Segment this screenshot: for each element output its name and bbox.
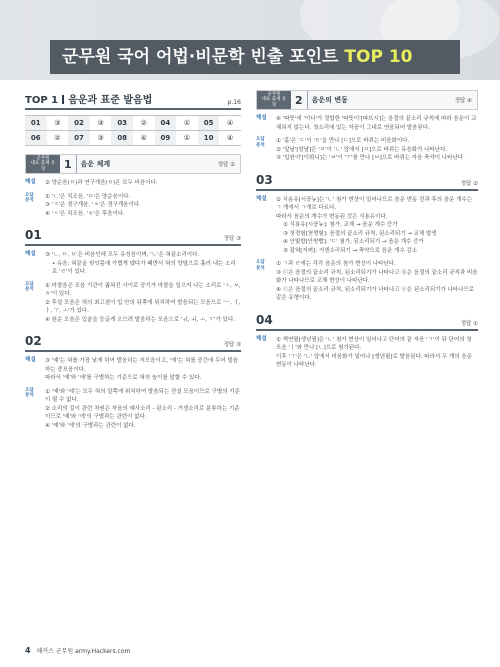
option-line: ① '예'와 '에'는 모두 혀의 앞쪽에 위치하여 발음되는 전설 모음이므로 구별의 기준이 될 수 없다. — [45, 388, 240, 403]
option-line: ① ㄱ과 ㄹ에는 각각 음운의 첨가 현상이 나타난다. — [276, 261, 396, 267]
option-line: ① 'ㄴ'은 치조음, 'ㅁ'은 양순음이다. — [45, 193, 131, 200]
explanation-line: ① 색연필[생년필]은 'ㄴ' 첨가 현상이 일어나고 단어의 끝 자음 'ㄱ'이 뒤 단어의 첫 모음 'ㅣ'와 만나 [ㄴ]으로 첨가된다. — [276, 336, 472, 351]
question-number: 01 — [25, 228, 42, 242]
explanation-block — [25, 179, 241, 188]
explanation-line: ④ 안빛밥[안빋빱]: 'ㄷ' 첨가, 된소리되기 → 음운 개수 증가 — [283, 239, 424, 245]
question-heading — [25, 228, 241, 246]
explanation-line: ② 식용유[시굥뉴]는 'ㄴ' 첨가 현상이 일어나므로 음운 변동 전과 후의 음운 개수는 ㄱ 개에서 ㄱ개로 다르다. — [276, 196, 473, 211]
wrong-analysis-block — [25, 388, 241, 431]
wrong-tag: 오답 분석 — [256, 137, 265, 148]
type-answer: 정답 ④ — [454, 98, 472, 104]
option-line: ④ 'ㅅ'은 치조음, 'ㅎ'은 후음이다. — [45, 210, 125, 217]
type-name: 음운의 변동 — [311, 96, 348, 104]
question-number: 03 — [256, 172, 273, 187]
header-banner — [0, 0, 500, 80]
answer-number: 03 — [111, 116, 133, 131]
question-answer: 정답 ② — [460, 180, 478, 187]
type-tag — [257, 91, 291, 109]
top1-topic: 음운과 표준 발음법 — [68, 95, 153, 106]
wrong-tag: 오답 분석 — [25, 387, 34, 398]
type-name: 음운 체계 — [80, 160, 111, 168]
type-number: 2 — [291, 91, 308, 109]
type1-box — [25, 154, 241, 174]
question-heading — [256, 173, 478, 191]
option-line: ① '홑'은 'ㄷ'이 'ㅌ'을 만나 [ㄷ]으로 바뀌는 비음화이다. — [276, 138, 410, 144]
question-answer: 정답 ③ — [223, 342, 241, 348]
answer-number: 05 — [198, 116, 220, 131]
answer-grid — [25, 115, 241, 146]
page-footer — [25, 646, 130, 655]
page-title — [50, 40, 460, 74]
explanation-line: ③ 'ㄴ, ㅁ, ㅇ'은 비음인데 모두 유성음이며, 'ㄴ'은 혀끝소리이다. — [45, 252, 200, 258]
answer-number: 09 — [155, 131, 177, 146]
option-line: ④ 원순 모음은 입술을 둥글게 오므려 발음하는 모음으로 'ㅟ, ㅚ, ㅗ, ㅜ'가 있다. — [45, 316, 236, 323]
answer-value: ② — [133, 116, 155, 131]
explanation-line: ③ '예'는 혀를 가장 낮게 하여 발음하는 저모음이고, '에'는 혀를 중간에 두어 발음하는 중모음이다. — [45, 358, 239, 373]
answer-value: ③ — [90, 131, 112, 146]
wrong-analysis-block — [256, 137, 478, 163]
answer-value: ③ — [90, 116, 112, 131]
explanation-line: • 유음: 혀끝을 윗잇몸에 가볍게 댔다가 떼면서 혀의 양옆으로 흘러 내는 소리로 'ㄹ'이 있다. — [52, 260, 236, 275]
explanation-block — [25, 251, 241, 277]
wrong-tag: 오답 분석 — [25, 192, 34, 203]
explain-tag: 해설 — [25, 179, 36, 185]
explain-tag: 해설 — [256, 335, 267, 342]
question-heading — [25, 334, 241, 352]
right-column — [256, 90, 478, 370]
answer-value: ④ — [219, 116, 241, 131]
top1-heading — [25, 90, 241, 110]
explanation-line: 따라서 음운의 개수가 변동된 것은 식용유이다. — [276, 213, 388, 220]
type-number: 1 — [60, 155, 77, 173]
question-number: 04 — [256, 312, 273, 327]
explanation-text: ④ '따뜻'에 '이다'가 결합한 '따뜻이'[따뜨시]는 음절의 끝소리 규칙에 따라 음운이 교체되지 않는다. 첫소리에 있는 자음이 그대로 연음되어 발음된다. — [276, 116, 477, 131]
question-answer: 정답 ① — [460, 320, 478, 327]
explanation-block — [256, 336, 478, 370]
wrong-tag: 오답 분석 — [25, 281, 34, 292]
option-line: ③ ⓒ은 음절의 끝소리 규칙, 된소리되기가 나타나고 ⓓ은 음절의 끝소리 규칙과 비음화가 나타나므로 교체 현상이 나타난다. — [276, 269, 478, 284]
explanation-line: ⑤ 잡혀[자펴]: 거센소리되기 → 축약으로 음운 개수 감소 — [283, 247, 418, 254]
explanation-block — [256, 115, 478, 132]
left-column — [25, 90, 241, 430]
answer-value: ④ — [219, 131, 241, 146]
type-tag — [26, 155, 60, 173]
option-line: ② '앞날'[암날]은 'ㅍ'이 'ㄴ' 앞에서 [ㅁ]으로 바뀌는 유음화가 나타난다. — [276, 146, 448, 153]
top1-page: p.16 — [227, 99, 241, 106]
answer-number: 02 — [68, 116, 90, 131]
answer-value: ④ — [133, 131, 155, 146]
page-title-highlight: TOP 10 — [344, 47, 413, 67]
answer-value: ② — [47, 131, 69, 146]
option-line: ② 소리의 길이 관련 차원은 자음의 예사소리 - 된소리 - 거센소리로 분류하는 기준이므로 '예'와 '에'의 구별과는 관련이 없다. — [45, 405, 240, 420]
type-tag-line1: 군무원 — [267, 91, 281, 97]
type2-box — [256, 90, 478, 110]
answer-number: 06 — [25, 131, 47, 146]
top1-label: TOP 1 — [25, 95, 59, 106]
wrong-analysis-block — [256, 260, 478, 303]
explanation-block — [256, 196, 478, 256]
option-line: ③ '입원이'[이붜니]는 'ㅂ'이 'ㅜ'를 만나 [ㅂ]으로 바뀌는 자음 축약이 나타난다. — [276, 155, 465, 161]
option-line: ① 마찰음은 조음 기관이 좁혀진 사이로 공기가 마찰을 일으켜 나는 소리로 'ㅅ, ㅆ, ㅎ'이 있다. — [45, 282, 241, 297]
answer-value: ① — [176, 131, 198, 146]
question-answer: 정답 ③ — [223, 236, 241, 242]
explanation-line: ③ 첫경험[첟꼉험]: 음절의 끝소리 규칙, 된소리되기 → 교체 발생 — [283, 230, 437, 237]
option-line: ④ ⓒ은 음절의 끝소리 규칙, 된소리되기가 나타나고 ⓔ은 된소리되기가 나타나므로 같은 유형이다. — [276, 286, 475, 301]
page-title-main: 군무원 국어 어법·비문학 빈출 포인트 — [62, 47, 339, 67]
type-tag-line2: 대표 출제 유형 — [261, 97, 287, 108]
answer-number: 07 — [68, 131, 90, 146]
footer-text: 해커스 군무원 army.Hackers.com — [36, 648, 131, 655]
type-answer: 정답 ② — [217, 162, 235, 168]
type-tag-line2: 대표 출제 유형 — [30, 161, 56, 172]
explain-tag: 해설 — [256, 195, 267, 202]
explain-tag: 해설 — [25, 251, 36, 257]
explanation-block — [25, 357, 241, 383]
wrong-analysis-block — [25, 282, 241, 325]
explain-tag: 해설 — [256, 115, 267, 121]
explanation-line: 이후 'ㄱ'은 'ㄴ' 앞에서 비음화가 일어나 [생년필]로 발음된다. 따라서 두 개의 음운 변동이 나타난다. — [276, 353, 473, 368]
answer-value: ① — [176, 116, 198, 131]
answer-number: 01 — [25, 116, 47, 131]
wrong-analysis-block — [25, 193, 241, 219]
page-number: 4 — [25, 646, 31, 655]
explanation-line: ① 식용유[시굥뉴]: 첨가, 교체 → 음운 개수 증가 — [283, 222, 398, 228]
wrong-tag: 오답 분석 — [256, 260, 265, 271]
answer-number: 08 — [111, 131, 133, 146]
question-number: 02 — [25, 334, 42, 348]
option-line: ② 후설 모음은 혀의 최고점이 입 안의 뒤쪽에 위치하여 발음되는 모음으로 'ㅡ, ㅓ, ㅏ, ㅜ, ㅗ'가 있다. — [45, 299, 241, 314]
explanation-text: ② 양순음(ㅁ)과 연구개음(ㅇ)은 모두 비음이다. — [45, 180, 158, 186]
option-line: ③ 'ㅈ'은 경구개음, 'ㅊ'은 경구개음이다. — [45, 202, 141, 208]
answer-number: 10 — [198, 131, 220, 146]
type-tag-line1: 군무원 — [36, 155, 50, 161]
explanation-line: 따라서 '예'와 '에'를 구별하는 기준으로 혀의 높이를 말할 수 있다. — [45, 375, 202, 381]
answer-value: ③ — [47, 116, 69, 131]
question-heading — [256, 313, 478, 331]
explain-tag: 해설 — [25, 357, 36, 363]
answer-number: 04 — [155, 116, 177, 131]
option-line: ④ '예'와 '에'의 구별과는 관련이 없다. — [45, 422, 136, 429]
